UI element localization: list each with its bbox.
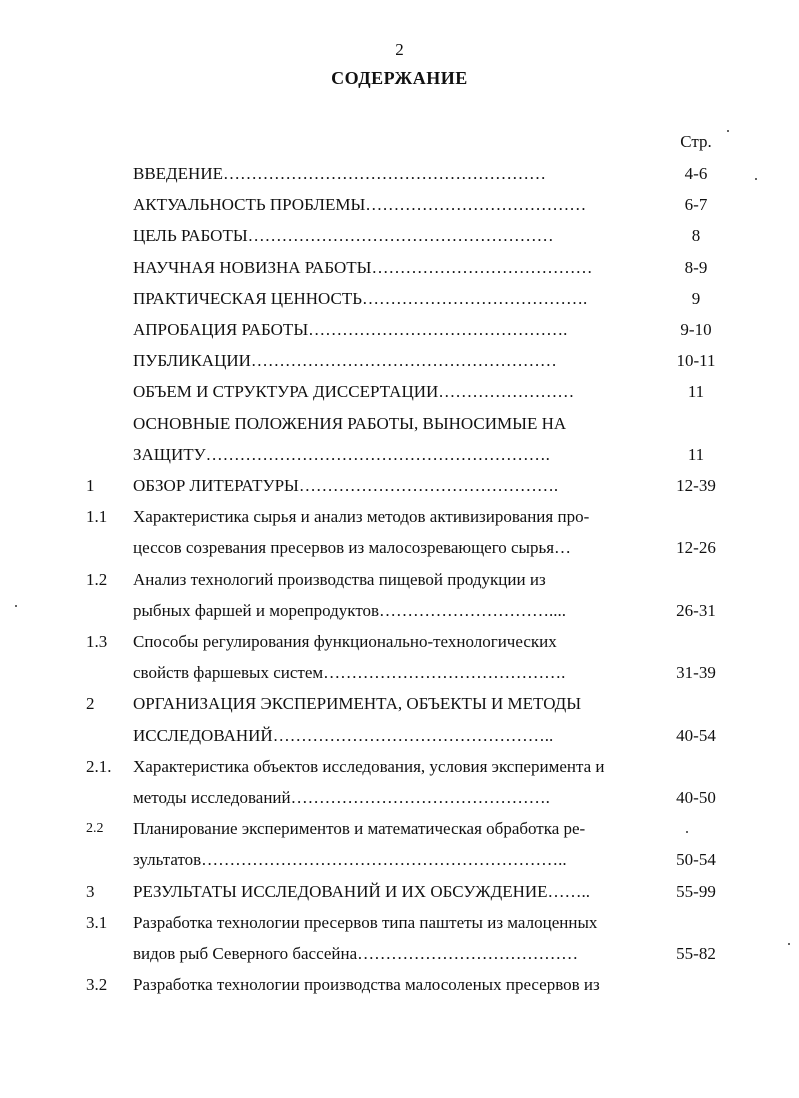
toc-entry-text: Способы регулирования функционально-технологических xyxy=(133,632,557,651)
toc-line xyxy=(0,660,799,686)
page-number: 2 xyxy=(395,40,404,59)
page-column-header: Стр. xyxy=(680,132,712,151)
toc-entry-text: Планирование экспериментов и математическая обработка ре- xyxy=(133,819,586,838)
toc-line xyxy=(0,910,799,936)
toc-line xyxy=(0,847,799,873)
toc-line xyxy=(0,504,799,530)
toc-line xyxy=(0,567,799,593)
toc-page-range: 50-54 xyxy=(676,850,716,869)
toc-page-range: 12-39 xyxy=(676,476,716,495)
toc-entry-text: Анализ технологий производства пищевой продукции из xyxy=(133,570,546,589)
toc-line xyxy=(0,754,799,780)
toc-entry-text: НАУЧНАЯ НОВИЗНА РАБОТЫ………………………………… xyxy=(133,258,593,277)
toc-section-number: 2.2 xyxy=(86,821,104,836)
toc-page-range: 9 xyxy=(691,289,701,308)
toc-line xyxy=(0,473,799,499)
toc-line xyxy=(0,691,799,717)
toc-line xyxy=(0,379,799,405)
toc-section-number: 1.1 xyxy=(86,507,108,526)
toc-page-range: 6-7 xyxy=(684,195,708,214)
toc-page-range: 40-50 xyxy=(676,788,716,807)
toc-line xyxy=(0,442,799,468)
toc-line xyxy=(0,785,799,811)
toc-entry-text: ОБЪЕМ И СТРУКТУРА ДИССЕРТАЦИИ…………………… xyxy=(133,382,575,401)
scan-speck xyxy=(755,178,757,180)
toc-line xyxy=(0,411,799,437)
toc-section-number: 3.2 xyxy=(86,975,108,994)
toc-line xyxy=(0,723,799,749)
scan-speck xyxy=(727,130,729,132)
toc-page-range: 31-39 xyxy=(676,663,716,682)
toc-line xyxy=(0,223,799,249)
toc-line xyxy=(0,629,799,655)
toc-entry-text: РЕЗУЛЬТАТЫ ИССЛЕДОВАНИЙ И ИХ ОБСУЖДЕНИЕ…….. xyxy=(133,882,591,901)
toc-entry-text: ПУБЛИКАЦИИ……………………………………………… xyxy=(133,351,557,370)
toc-line xyxy=(0,941,799,967)
toc-entry-text: видов рыб Северного бассейна………………………………… xyxy=(133,944,579,963)
toc-line xyxy=(0,535,799,561)
toc-entry-text: ОСНОВНЫЕ ПОЛОЖЕНИЯ РАБОТЫ, ВЫНОСИМЫЕ НА xyxy=(133,414,567,433)
toc-section-number: 3 xyxy=(86,882,95,901)
toc-entry-text: ЗАЩИТУ……………………………………………………. xyxy=(133,445,550,464)
toc-entry-text: АКТУАЛЬНОСТЬ ПРОБЛЕМЫ………………………………… xyxy=(133,195,587,214)
toc-entry-text: Характеристика сырья и анализ методов активизирования про- xyxy=(133,507,590,526)
toc-page-range: 11 xyxy=(687,445,705,464)
toc-page-range: 55-99 xyxy=(676,882,716,901)
toc-line xyxy=(0,879,799,905)
toc-line xyxy=(0,255,799,281)
toc-entry-text: цессов созревания пресервов из малосозревающего сырья… xyxy=(133,538,572,557)
toc-entry-text: ОБЗОР ЛИТЕРАТУРЫ………………………………………. xyxy=(133,476,559,495)
toc-line xyxy=(0,317,799,343)
toc-entry-text: Характеристика объектов исследования, условия эксперимента и xyxy=(133,757,605,776)
toc-page-range: 40-54 xyxy=(676,726,716,745)
toc-page-range: 9-10 xyxy=(680,320,712,339)
toc-entry-text: АПРОБАЦИЯ РАБОТЫ………………………………………. xyxy=(133,320,568,339)
toc-page-range: 8 xyxy=(691,226,701,245)
toc-entry-text: методы исследований………………………………………. xyxy=(133,788,550,807)
toc-page-range: 11 xyxy=(687,382,705,401)
toc-section-number: 2.1. xyxy=(86,757,112,776)
page-title: СОДЕРЖАНИЕ xyxy=(331,68,468,88)
toc-section-number: 2 xyxy=(86,694,95,713)
toc-page-range: 12-26 xyxy=(676,538,716,557)
toc-entry-text: свойств фаршевых систем……………………………………. xyxy=(133,663,566,682)
toc-section-number: 1 xyxy=(86,476,95,495)
toc-line xyxy=(0,286,799,312)
toc-section-number: 3.1 xyxy=(86,913,108,932)
scan-speck xyxy=(686,831,688,833)
toc-page-range: 55-82 xyxy=(676,944,716,963)
scan-speck xyxy=(15,605,17,607)
toc-entry-text: зультатов……………………………………………………….. xyxy=(133,850,567,869)
toc-entry-text: Разработка технологии пресервов типа паштеты из малоценных xyxy=(133,913,598,932)
toc-page-range: 4-6 xyxy=(684,164,708,183)
toc-section-number: 1.2 xyxy=(86,570,108,589)
toc-entry-text: рыбных фаршей и морепродуктов………………………….... xyxy=(133,601,567,620)
toc-entry-text: ВВЕДЕНИЕ………………………………………………… xyxy=(133,164,546,183)
toc-page-range: 26-31 xyxy=(676,601,716,620)
toc-entry-text: ЦЕЛЬ РАБОТЫ……………………………………………… xyxy=(133,226,554,245)
toc-line xyxy=(0,192,799,218)
toc-line xyxy=(0,816,799,842)
toc-line xyxy=(0,348,799,374)
toc-entry-text: ОРГАНИЗАЦИЯ ЭКСПЕРИМЕНТА, ОБЪЕКТЫ И МЕТОДЫ xyxy=(133,694,582,713)
toc-entry-text: ПРАКТИЧЕСКАЯ ЦЕННОСТЬ…………………………………. xyxy=(133,289,588,308)
toc-page-range: 10-11 xyxy=(676,351,716,370)
toc-line xyxy=(0,161,799,187)
toc-entry-text: Разработка технологии производства малосоленых пресервов из xyxy=(133,975,600,994)
toc-page-range: 8-9 xyxy=(684,258,708,277)
toc-entry-text: ИССЛЕДОВАНИЙ………………………………………….. xyxy=(133,726,554,745)
scan-speck xyxy=(788,943,790,945)
toc-line xyxy=(0,972,799,998)
toc-line xyxy=(0,598,799,624)
toc-section-number: 1.3 xyxy=(86,632,108,651)
